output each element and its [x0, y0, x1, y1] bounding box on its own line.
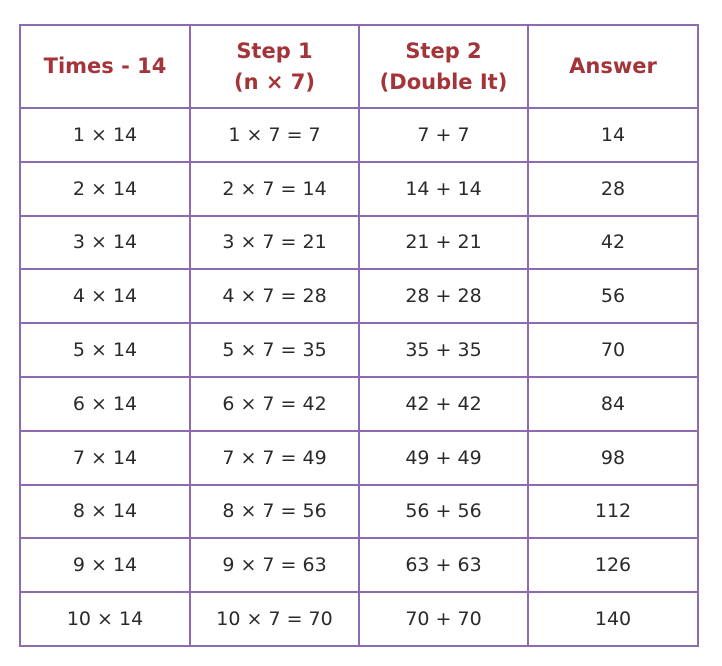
- cell-answer: 126: [528, 538, 698, 592]
- header-answer: [528, 25, 698, 108]
- cell-answer: 98: [528, 431, 698, 485]
- cell-step-1: 3 × 7 = 21: [190, 216, 359, 270]
- cell-answer: 56: [528, 269, 698, 323]
- cell-step-2: 42 + 42: [359, 377, 528, 431]
- cell-step-2: 70 + 70: [359, 592, 528, 646]
- header-step-2: [359, 25, 528, 108]
- cell-times: 5 × 14: [20, 323, 190, 377]
- cell-answer: 112: [528, 485, 698, 539]
- cell-times: 2 × 14: [20, 162, 190, 216]
- cell-step-1: 1 × 7 = 7: [190, 108, 359, 162]
- table-header: [20, 25, 698, 108]
- cell-step-2: 35 + 35: [359, 323, 528, 377]
- table-row: [20, 269, 698, 323]
- table-row: [20, 538, 698, 592]
- cell-answer: 84: [528, 377, 698, 431]
- header-step-1-sublabel: (n × 7): [234, 69, 315, 94]
- cell-step-1: 9 × 7 = 63: [190, 538, 359, 592]
- cell-times: 9 × 14: [20, 538, 190, 592]
- table-row: [20, 592, 698, 646]
- cell-times: 8 × 14: [20, 485, 190, 539]
- cell-step-1: 8 × 7 = 56: [190, 485, 359, 539]
- cell-answer: 140: [528, 592, 698, 646]
- cell-times: 4 × 14: [20, 269, 190, 323]
- cell-step-2: 14 + 14: [359, 162, 528, 216]
- cell-step-2: 56 + 56: [359, 485, 528, 539]
- cell-step-2: 28 + 28: [359, 269, 528, 323]
- cell-step-1: 6 × 7 = 42: [190, 377, 359, 431]
- header-answer-label: Answer: [569, 54, 657, 78]
- table-row: [20, 377, 698, 431]
- cell-step-1: 7 × 7 = 49: [190, 431, 359, 485]
- times-14-table-container: [19, 24, 697, 645]
- cell-times: 10 × 14: [20, 592, 190, 646]
- header-times-label: Times - 14: [43, 54, 167, 78]
- header-row: [20, 25, 698, 108]
- header-step-1-label: Step 1: [236, 38, 313, 63]
- cell-times: 1 × 14: [20, 108, 190, 162]
- header-step-2-sublabel: (Double It): [379, 69, 508, 94]
- header-step-1: [190, 25, 359, 108]
- cell-answer: 28: [528, 162, 698, 216]
- times-14-table: [19, 24, 699, 647]
- table-row: [20, 485, 698, 539]
- cell-step-1: 5 × 7 = 35: [190, 323, 359, 377]
- table-row: [20, 323, 698, 377]
- table-row: [20, 431, 698, 485]
- cell-step-2: 7 + 7: [359, 108, 528, 162]
- cell-answer: 14: [528, 108, 698, 162]
- table-row: [20, 108, 698, 162]
- table-body: [20, 108, 698, 646]
- cell-step-2: 63 + 63: [359, 538, 528, 592]
- cell-times: 6 × 14: [20, 377, 190, 431]
- cell-step-1: 10 × 7 = 70: [190, 592, 359, 646]
- cell-step-2: 21 + 21: [359, 216, 528, 270]
- cell-answer: 70: [528, 323, 698, 377]
- cell-step-2: 49 + 49: [359, 431, 528, 485]
- cell-step-1: 4 × 7 = 28: [190, 269, 359, 323]
- cell-step-1: 2 × 7 = 14: [190, 162, 359, 216]
- table-row: [20, 216, 698, 270]
- table-row: [20, 162, 698, 216]
- cell-answer: 42: [528, 216, 698, 270]
- cell-times: 7 × 14: [20, 431, 190, 485]
- header-times: [20, 25, 190, 108]
- cell-times: 3 × 14: [20, 216, 190, 270]
- header-step-2-label: Step 2: [405, 38, 482, 63]
